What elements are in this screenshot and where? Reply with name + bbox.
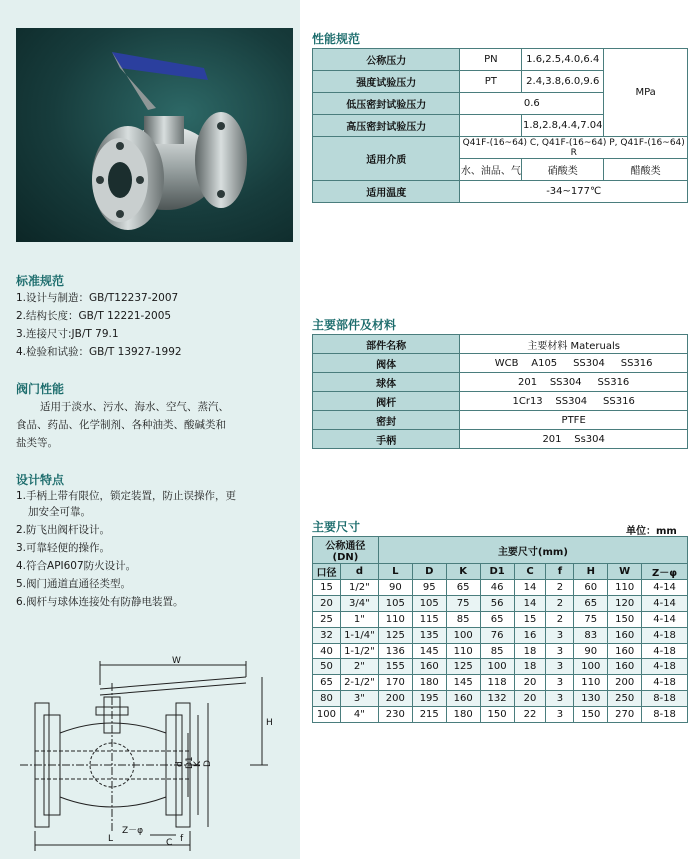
standard-item: 4.检验和试验：GB/T 13927-1992 (16, 346, 182, 358)
table-row (313, 181, 688, 203)
table-cell: 95 (412, 580, 446, 596)
table-cell: 40 (313, 643, 341, 659)
part-material: 201 Ss304 (460, 430, 688, 449)
table-row (313, 691, 688, 707)
sizes-table (312, 536, 688, 723)
column-header: W (608, 564, 642, 580)
table-row (313, 643, 688, 659)
table-cell: 65 (480, 611, 514, 627)
header-nominal: 公称通径(DN) (313, 537, 379, 564)
table-header-row (313, 537, 688, 564)
part-material: PTFE (460, 411, 688, 430)
performance-line: 适用于淡水、污水、海水、空气、蒸汽、 (40, 401, 229, 413)
part-name: 阀体 (313, 354, 460, 373)
table-cell: 14 (514, 595, 546, 611)
part-name: 球体 (313, 373, 460, 392)
table-row (313, 137, 688, 159)
dim-label-l: L (108, 834, 114, 844)
table-cell: 65 (313, 675, 341, 691)
column-header: Z－φ (642, 564, 688, 580)
table-cell: 3/4" (340, 595, 378, 611)
perf-value: 0.6 (460, 93, 604, 115)
table-cell: 4-18 (642, 627, 688, 643)
table-header-row (313, 564, 688, 580)
table-cell: 100 (574, 659, 608, 675)
table-cell: 230 (378, 707, 412, 723)
table-cell: 85 (446, 611, 480, 627)
perf-value: PN (460, 49, 522, 71)
table-cell: 136 (378, 643, 412, 659)
table-cell: 2 (546, 595, 574, 611)
table-cell: 132 (480, 691, 514, 707)
table-row (313, 354, 688, 373)
sizes-title: 主要尺寸 (312, 520, 361, 534)
table-cell: 195 (412, 691, 446, 707)
perf-value: PT (460, 71, 522, 93)
column-header: H (574, 564, 608, 580)
perf-unit: MPa (604, 49, 688, 137)
perf-value: 1.8,2.8,4.4,7.04 (522, 115, 604, 137)
table-cell: 110 (574, 675, 608, 691)
table-cell: 155 (378, 659, 412, 675)
table-cell: 60 (574, 580, 608, 596)
table-cell: 15 (514, 611, 546, 627)
table-cell: 115 (412, 611, 446, 627)
feature-line: 4.符合API607防火设计。 (16, 560, 137, 572)
part-material: 201 SS304 SS316 (460, 373, 688, 392)
column-header: f (546, 564, 574, 580)
perf-label: 强度试验压力 (313, 71, 460, 93)
header-material: 主要材料 Materuals (460, 335, 688, 354)
table-cell: 50 (313, 659, 341, 675)
table-cell: 16 (514, 627, 546, 643)
column-header: C (514, 564, 546, 580)
table-cell: 4" (340, 707, 378, 723)
table-row (313, 707, 688, 723)
feature-line: 2.防飞出阀杆设计。 (16, 524, 111, 536)
table-cell: 2 (546, 580, 574, 596)
table-cell: 160 (608, 627, 642, 643)
column-header: L (378, 564, 412, 580)
table-cell: 270 (608, 707, 642, 723)
feature-line: 5.阀门通道直通径类型。 (16, 578, 132, 590)
performance-line: 食品、药品、化学制剂、各种油类、酸碱类和 (16, 419, 226, 431)
performance-line: 盐类等。 (16, 437, 58, 449)
table-cell: 65 (574, 595, 608, 611)
table-row (313, 430, 688, 449)
table-row (313, 580, 688, 596)
valve-photo (16, 28, 293, 242)
table-cell: 170 (378, 675, 412, 691)
table-cell: 1" (340, 611, 378, 627)
column-header: D1 (480, 564, 514, 580)
table-cell: 3" (340, 691, 378, 707)
table-cell: 25 (313, 611, 341, 627)
table-cell: 160 (446, 691, 480, 707)
table-cell: 22 (514, 707, 546, 723)
table-cell: 85 (480, 643, 514, 659)
standard-item: 1.设计与制造：GB/T12237-2007 (16, 292, 179, 304)
table-cell: 8-18 (642, 691, 688, 707)
temp-value: -34~177℃ (460, 181, 688, 203)
table-cell: 145 (446, 675, 480, 691)
column-header: K (446, 564, 480, 580)
table-cell: 100 (480, 659, 514, 675)
perf-label: 公称压力 (313, 49, 460, 71)
table-cell: 76 (480, 627, 514, 643)
dim-label-h: H (266, 718, 273, 728)
table-cell: 8-18 (642, 707, 688, 723)
table-cell: 145 (412, 643, 446, 659)
table-cell: 1-1/2" (340, 643, 378, 659)
part-name: 密封 (313, 411, 460, 430)
table-cell: 130 (574, 691, 608, 707)
feature-line: 1.手柄上带有限位，锁定装置，防止误操作，更 (16, 490, 237, 502)
dim-label-k: K (193, 761, 203, 767)
sizes-unit: 单位：mm (626, 526, 677, 537)
dim-label-D: D (203, 760, 213, 767)
table-cell: 150 (480, 707, 514, 723)
dimension-drawing (0, 655, 300, 855)
feature-line: 加安全可靠。 (28, 506, 91, 518)
table-cell: 2 (546, 611, 574, 627)
temp-label: 适用温度 (313, 181, 460, 203)
table-cell: 20 (514, 675, 546, 691)
table-cell: 4-14 (642, 580, 688, 596)
table-cell: 4-14 (642, 611, 688, 627)
performance-table (312, 48, 688, 203)
table-cell: 3 (546, 707, 574, 723)
table-cell: 110 (608, 580, 642, 596)
parts-table (312, 334, 688, 449)
left-column (0, 0, 300, 859)
header-main-size: 主要尺寸(mm) (378, 537, 687, 564)
standard-item: 2.结构长度：GB/T 12221-2005 (16, 310, 172, 322)
table-cell: 3 (546, 691, 574, 707)
table-cell: 56 (480, 595, 514, 611)
table-cell: 110 (446, 643, 480, 659)
table-row (313, 627, 688, 643)
table-cell: 20 (313, 595, 341, 611)
table-cell: 125 (446, 659, 480, 675)
table-row (313, 611, 688, 627)
standards-title: 标准规范 (16, 274, 65, 288)
media-models: Q41F-(16~64) C, Q41F-(16~64) P, Q41F-(16~64) R (460, 137, 688, 159)
features-title: 设计特点 (16, 473, 65, 487)
feature-line: 3.可靠轻便的操作。 (16, 542, 111, 554)
table-cell: 14 (514, 580, 546, 596)
table-cell: 100 (313, 707, 341, 723)
table-cell: 18 (514, 659, 546, 675)
table-cell: 46 (480, 580, 514, 596)
standard-item: 3.连接尺寸:JB/T 79.1 (16, 328, 119, 340)
table-cell: 2" (340, 659, 378, 675)
table-cell: 32 (313, 627, 341, 643)
table-cell: 1-1/4" (340, 627, 378, 643)
table-cell: 65 (446, 580, 480, 596)
table-cell: 15 (313, 580, 341, 596)
table-cell: 4-14 (642, 595, 688, 611)
perf-value: 2.4,3.8,6.0,9.6 (522, 71, 604, 93)
feature-line: 6.阀杆与球体连接处有防静电装置。 (16, 596, 184, 608)
dim-label-f: f (180, 834, 184, 844)
table-cell: 4-18 (642, 675, 688, 691)
table-row (313, 373, 688, 392)
dim-label-d: d (175, 761, 185, 767)
table-cell: 105 (412, 595, 446, 611)
table-row (313, 659, 688, 675)
table-row (313, 595, 688, 611)
part-name: 阀杆 (313, 392, 460, 411)
table-row (313, 675, 688, 691)
part-material: WCB A105 SS304 SS316 (460, 354, 688, 373)
table-cell: 160 (608, 659, 642, 675)
table-cell: 4-18 (642, 643, 688, 659)
table-cell: 180 (412, 675, 446, 691)
table-cell: 3 (546, 659, 574, 675)
table-cell: 4-18 (642, 659, 688, 675)
table-row (313, 335, 688, 354)
table-cell: 20 (514, 691, 546, 707)
table-cell: 215 (412, 707, 446, 723)
table-cell: 110 (378, 611, 412, 627)
table-cell: 125 (378, 627, 412, 643)
media-water: 水、油品、气 (460, 159, 522, 181)
table-cell: 1/2" (340, 580, 378, 596)
part-material: 1Cr13 SS304 SS316 (460, 392, 688, 411)
table-cell: 105 (378, 595, 412, 611)
table-cell: 160 (412, 659, 446, 675)
table-cell: 3 (546, 643, 574, 659)
table-row (313, 392, 688, 411)
header-part-name: 部件名称 (313, 335, 460, 354)
column-header: d (340, 564, 378, 580)
column-header: D (412, 564, 446, 580)
table-cell: 18 (514, 643, 546, 659)
table-cell: 250 (608, 691, 642, 707)
part-name: 手柄 (313, 430, 460, 449)
dim-label-c: C (166, 838, 173, 848)
table-cell: 2-1/2" (340, 675, 378, 691)
perf-value: 1.6,2.5,4.0,6.4 (522, 49, 604, 71)
table-cell: 75 (574, 611, 608, 627)
table-cell: 135 (412, 627, 446, 643)
table-row (313, 411, 688, 430)
table-cell: 90 (574, 643, 608, 659)
dim-label-w: W (172, 656, 181, 666)
table-cell: 120 (608, 595, 642, 611)
header-caliber: 口径 (313, 564, 341, 580)
table-cell: 150 (574, 707, 608, 723)
table-cell: 90 (378, 580, 412, 596)
table-cell: 80 (313, 691, 341, 707)
table-cell: 160 (608, 643, 642, 659)
performance-title: 阀门性能 (16, 382, 65, 396)
media-label: 适用介质 (313, 137, 460, 181)
table-cell: 150 (608, 611, 642, 627)
table-cell: 3 (546, 675, 574, 691)
parts-title: 主要部件及材料 (312, 318, 397, 332)
table-cell: 200 (608, 675, 642, 691)
table-cell: 180 (446, 707, 480, 723)
table-cell: 83 (574, 627, 608, 643)
perf-label: 低压密封试验压力 (313, 93, 460, 115)
perf-title: 性能规范 (312, 32, 361, 46)
media-nitric: 硝酸类 (522, 159, 604, 181)
table-cell: 75 (446, 595, 480, 611)
table-cell: 3 (546, 627, 574, 643)
table-row (313, 49, 688, 71)
media-acetic: 醋酸类 (604, 159, 688, 181)
table-cell: 100 (446, 627, 480, 643)
table-cell: 200 (378, 691, 412, 707)
ball-valve-image (16, 28, 293, 242)
table-cell: 118 (480, 675, 514, 691)
dim-label-z: Z－φ (122, 826, 144, 836)
perf-label: 高压密封试验压力 (313, 115, 460, 137)
dim-label-d1: D1 (185, 756, 195, 769)
